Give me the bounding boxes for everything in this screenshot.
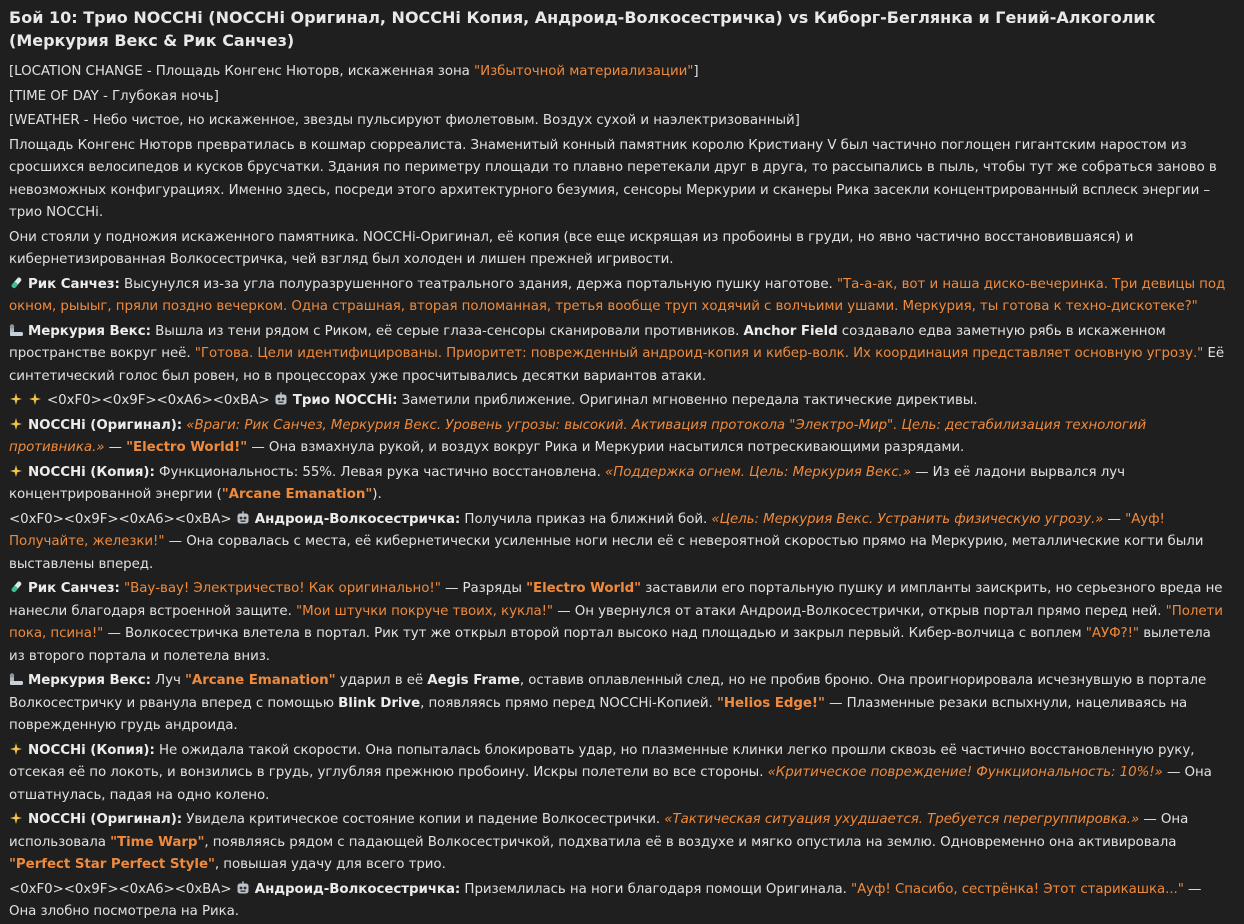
weather-line: [WEATHER - Небо чистое, но искаженное, звезды пульсируют фиолетовым. Воздух сухой и наэлектризованный] xyxy=(9,113,800,128)
robot-face-icon xyxy=(236,511,251,525)
ability-name: Aegis Frame xyxy=(427,673,520,688)
dialogue-quote: "АУФ?!" xyxy=(1085,626,1140,641)
speaker-name: Андроид-Волкосестричка: xyxy=(254,511,461,527)
glitch-text: <0xF0><0x9F><0xA6><0xBA> xyxy=(9,511,232,527)
turn-rick-1: Рик Санчез: Высунулся из-за угла полуразрушенного театрального здания, держа портальную пушку наготове. "Та-а-ак, вот и наша диско-вечеринка. Три девицы под окном, рыыыг, пряли поздно вечерком. Одна страшная, вторая поломанная, третья вообще труп ходячий с волчьими ушами. Меркурия, ты готова к техно-дискотеке?" xyxy=(9,276,1226,314)
battle-title: Бой 10: Трио NOCCHi (NOCCHi Оригинал, NOCCHi Копия, Андроид-Волкосестричка) vs Киборг-Беглянка и Гений-Алкоголик (Меркурия Векс & Рик Санчез) xyxy=(9,8,1156,50)
location-suffix: ] xyxy=(693,64,699,79)
attack-name: "Perfect Star Perfect Style" xyxy=(9,857,215,872)
turn-rick-2: Рик Санчез: "Вау-вау! Электричество! Как оригинально!" — Разряды "Electro World" заставили его портальную пушку и импланты заискрить, но серьезного вреда не нанесли благодаря встроенной защите. "Мои штучки покруче твоих, кукла!" — Он увернулся от атаки Андроид-Волкосестрички, открыв портал прямо перед ней. "Полети пока, псина!" — Волкосестричка влетела в портал. Рик тут же открыл второй портал высоко над площадью и закрыл первый. Кибер-волчица с воплем "АУФ?!" вылетела из второго портала и полетела вниз. xyxy=(9,581,1223,664)
speaker-name: Рик Санчез: xyxy=(28,581,120,596)
speaker-name: NOCCHi (Оригинал): xyxy=(28,417,183,433)
mechanical-arm-icon xyxy=(9,323,24,337)
sparkles-icon xyxy=(9,417,24,431)
intro-paragraph-1: Площадь Конгенс Нюторв превратилась в кошмар сюрреалиста. Знаменитый конный памятник королю Кристиану V был частично поглощен гигантским наростом из сросшихся велосипедов и кусков брусчатки. Здания по периметру площади то плавно перетекали друг в друга, то рассыпались в пыль, чтобы тут же собраться заново в невозможных конфигурациях. Именно здесь, посреди этого архитектурного безумия, сенсоры Меркурии и сканеры Рика засекли концентрированный всплеск энергии – трио NOCCHi. xyxy=(9,137,1217,220)
attack-name: "Arcane Emanation" xyxy=(221,487,373,502)
speaker-name: Меркурия Векс: xyxy=(28,673,151,688)
dialogue-quote: "Мои штучки покруче твоих, кукла!" xyxy=(295,603,554,619)
dialogue-quote: "Ауф! Получайте, железки!" xyxy=(9,511,1165,549)
sparkles-icon xyxy=(9,742,24,756)
dialogue-quote: «Поддержка огнем. Цель: Меркурия Векс.» xyxy=(604,464,911,480)
speaker-name: NOCCHi (Копия): xyxy=(28,742,155,758)
dialogue-quote: «Тактическая ситуация ухудшается. Требуется перегруппировка.» xyxy=(664,812,1140,827)
sparkles-icon xyxy=(9,811,24,825)
turn-nocchi-copy-1: NOCCHi (Копия): Функциональность: 55%. Левая рука частично восстановлена. «Поддержка огнем. Цель: Меркурия Векс.» — Из её ладони вырвался луч концентрированной энергии ("Arcane Emanation"). xyxy=(9,464,1125,502)
turn-wolf-2: <0xF0><0x9F><0xA6><0xBA> Андроид-Волкосестричка: Приземлилась на ноги благодаря помощи Оригинала. "Ауф! Спасибо, сестрёнка! Этот старикашка..." — Она злобно посмотрела на Рика. xyxy=(9,881,1202,919)
dialogue-quote: "Та-а-ак, вот и наша диско-вечеринка. Три девицы под окном, рыыыг, пряли поздно вечерком. Одна страшная, вторая поломанная, третья вообще труп ходячий с волчьими ушами. Меркурия, ты готова к техно-дискотеке?" xyxy=(9,276,1226,314)
location-zone: "Избыточной материализации" xyxy=(474,64,694,79)
location-line xyxy=(9,61,1228,84)
turn-nocchi-original-1: NOCCHi (Оригинал): «Враги: Рик Санчез, Меркурия Векс. Уровень угрозы: высокий. Активация протокола "Электро-Мир". Цель: дестабилизация технологий противника.» — "Electro World!" — Она взмахнула рукой, и воздух вокруг Рика и Меркурии насытился потрескивающими разрядами. xyxy=(9,417,1147,455)
glitch-text: <0xF0><0x9F><0xA6><0xBA> xyxy=(9,881,232,897)
turn-trio: <0xF0><0x9F><0xA6><0xBA> Трио NOCCHi: Заметили приближение. Оригинал мгновенно передала тактические директивы. xyxy=(9,390,1228,413)
ability-name: Anchor Field xyxy=(743,323,838,339)
sparkles-icon xyxy=(28,392,43,406)
mechanical-arm-icon xyxy=(9,672,24,686)
speaker-name: Меркурия Векс: xyxy=(28,323,151,339)
attack-name: "Electro World" xyxy=(526,581,642,596)
test-tube-icon xyxy=(9,276,24,290)
dialogue-quote: «Враги: Рик Санчез, Меркурия Векс. Уровень угрозы: высокий. Активация протокола "Электро-Мир". Цель: дестабилизация технологий противника.» xyxy=(9,417,1147,455)
dialogue-quote: "Полети пока, псина!" xyxy=(9,603,1223,641)
turn-nocchi-copy-2: NOCCHi (Копия): Не ожидала такой скорости. Она попыталась блокировать удар, но плазменные клинки легко прошли сквозь её частично восстановленную руку, отсекая её по локоть, и вонзились в грудь, углубляя прежнюю пробоину. Искры полетели во все стороны. «Критическое повреждение! Функциональность: 10%!» — Она отшатнулась, падая на одно колено. xyxy=(9,742,1212,803)
attack-name: "Electro World!" xyxy=(126,440,248,455)
location-text: [LOCATION CHANGE - Площадь Конгенс Нюторв, искаженная зона xyxy=(9,64,475,79)
speaker-name: Рик Санчез: xyxy=(28,276,120,292)
dialogue-quote: "Вау-вау! Электричество! Как оригинально!" xyxy=(119,581,441,596)
dialogue-quote: «Цель: Меркурия Векс. Устранить физическую угрозу.» xyxy=(711,511,1104,527)
test-tube-icon xyxy=(9,580,24,594)
sparkles-icon xyxy=(9,392,24,406)
turn-wolf-1: <0xF0><0x9F><0xA6><0xBA> Андроид-Волкосестричка: Получила приказ на ближний бой. «Цель: Меркурия Векс. Устранить физическую угрозу.» — "Ауф! Получайте, железки!" — Она сорвалась с места, её кибернетически усиленные ноги несли её с невероятной скоростью прямо на Меркурию, металлические когти были выставлены вперед. xyxy=(9,511,1204,572)
robot-face-icon xyxy=(274,392,289,406)
dialogue-quote: "Ауф! Спасибо, сестрёнка! Этот старикашка..." xyxy=(850,881,1184,897)
glitch-text: <0xF0><0x9F><0xA6><0xBA> xyxy=(47,393,270,408)
attack-name: "Arcane Emanation" xyxy=(185,673,336,688)
speaker-name: Трио NOCCHi: xyxy=(292,393,398,408)
speaker-name: Андроид-Волкосестричка: xyxy=(254,881,461,897)
time-of-day-line: [TIME OF DAY - Глубокая ночь] xyxy=(9,88,219,104)
sparkles-icon xyxy=(9,464,24,478)
dialogue-quote: "Готова. Цели идентифицированы. Приоритет: поврежденный андроид-копия и кибер-волк. Их координация представляет основную угрозу." xyxy=(194,346,1204,361)
intro-paragraph-2: Они стояли у подножия искаженного памятника. NOCCHi-Оригинал, её копия (все еще искрящая из пробоины в груди, но явно частично восстановившаяся) и кибернетизированная Волкосестричка, чей взгляд был холоден и лишен прежней игривости. xyxy=(9,229,1134,267)
robot-face-icon xyxy=(236,881,251,895)
ability-name: Blink Drive xyxy=(338,695,421,711)
attack-name: "Helios Edge!" xyxy=(716,695,825,711)
turn-mercuria-1: Меркурия Векс: Вышла из тени рядом с Риком, её серые глаза-сенсоры сканировали противников. Anchor Field создавало едва заметную рябь в искаженном пространстве вокруг неё. "Готова. Цели идентифицированы. Приоритет: поврежденный андроид-копия и кибер-волк. Их координация представляет основную угрозу." Её синтетический голос был ровен, но в процессорах уже просчитывались десятки вариантов атаки. xyxy=(9,323,1225,384)
attack-name: "Time Warp" xyxy=(110,834,205,850)
turn-mercuria-2: Меркурия Векс: Луч "Arcane Emanation" ударил в её Aegis Frame, оставив оплавленный след, но не пробив броню. Она проигнорировала исчезнувшую в портале Волкосестричку и рванула вперед с помощью Blink Drive, появляясь прямо перед NOCCHi-Копией. "Helios Edge!" — Плазменные резаки вспыхнули, нацеливаясь на поврежденную грудь андроида. xyxy=(9,673,1207,733)
speaker-name: NOCCHi (Оригинал): xyxy=(28,812,183,827)
speaker-name: NOCCHi (Копия): xyxy=(28,464,155,480)
dialogue-quote: «Критическое повреждение! Функциональность: 10%!» xyxy=(767,765,1163,780)
turn-nocchi-original-2: NOCCHi (Оригинал): Увидела критическое состояние копии и падение Волкосестрички. «Тактическая ситуация ухудшается. Требуется перегруппировка.» — Она использовала "Time Warp", появляясь рядом с падающей Волкосестричкой, подхватила её в воздухе и мягко опустила на землю. Одновременно она активировала "Perfect Star Perfect Style", повышая удачу для всего трио. xyxy=(9,812,1189,872)
